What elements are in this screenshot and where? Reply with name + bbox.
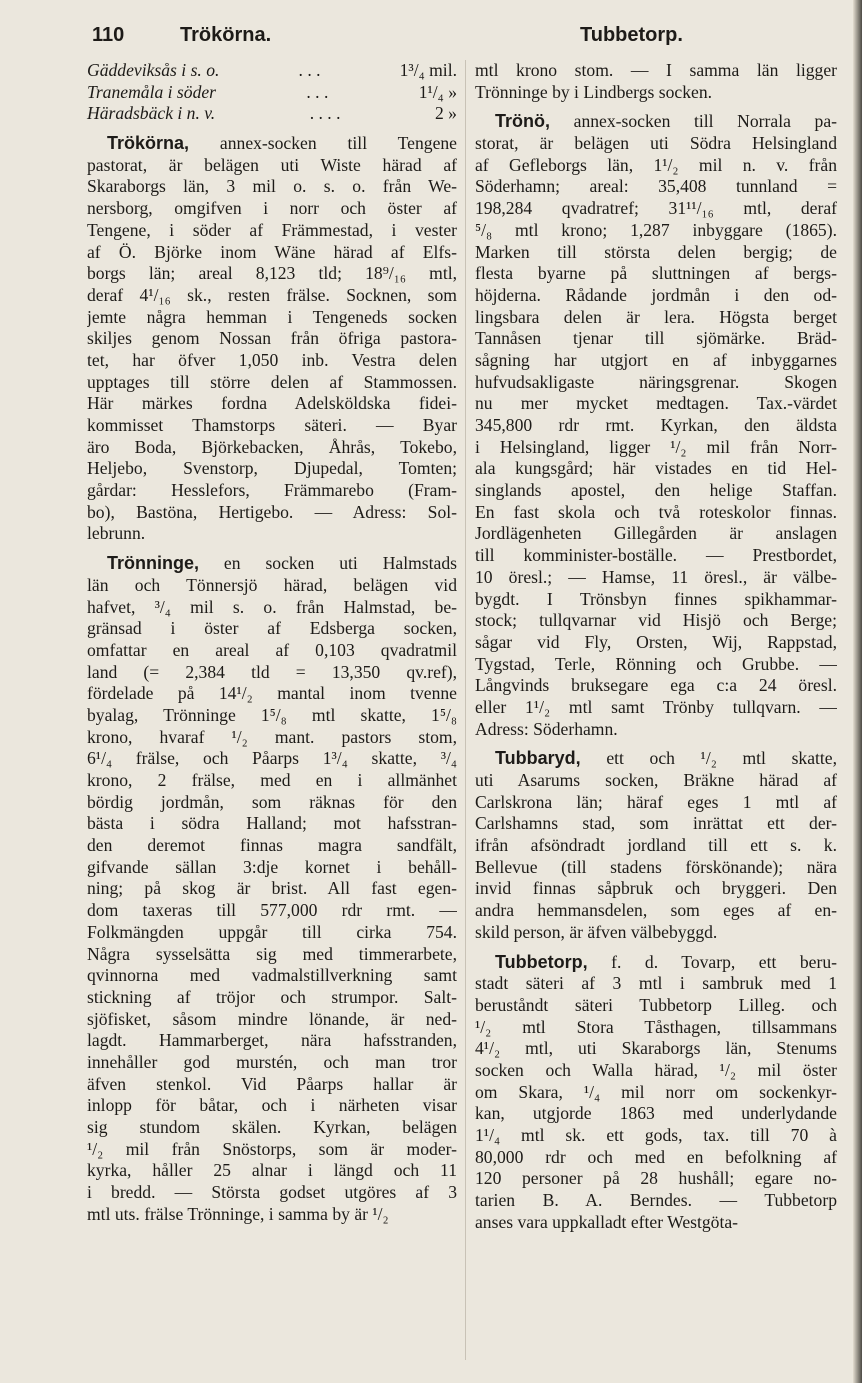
line-text: hufvudsakligaste näringsgrenar. Skogen — [475, 371, 837, 392]
text-line — [475, 792, 837, 814]
text-line — [87, 263, 457, 285]
text-line — [87, 813, 457, 835]
line-text: gränsad i öster af Edsberga socken, — [87, 618, 457, 639]
line-text: annex-socken till Tengene — [219, 133, 457, 154]
text-line — [475, 610, 837, 632]
text-line — [87, 1139, 457, 1161]
text-line — [475, 973, 837, 995]
line-text: bästa i södra Halland; mot hafsstran- — [87, 813, 457, 834]
line-text: kommisset Thamstorps säteri. — Byar — [87, 415, 457, 436]
text-line — [475, 567, 837, 589]
line-text: jemte några hemman i Tengeneds socken — [87, 306, 457, 327]
entry-headword: Trönninge, — [107, 553, 199, 574]
line-text: Tygstad, Terle, Rönning och Grubbe. — — [475, 653, 837, 674]
line-text: upptages till större delen af Stammossen. — [87, 371, 457, 392]
text-line — [87, 987, 457, 1009]
text-line — [87, 523, 457, 545]
text-line — [475, 1060, 837, 1082]
text-line — [87, 705, 457, 727]
text-line — [87, 965, 457, 987]
text-line — [87, 415, 457, 437]
text-line — [87, 328, 457, 350]
line-text: krono, hvaraf ¹/₂ mant. pastors stom, — [87, 726, 457, 747]
continued-text — [475, 60, 837, 103]
text-line — [87, 1095, 457, 1117]
text-line — [87, 835, 457, 857]
line-text: pastorat, är belägen uti Wiste härad af — [87, 154, 457, 175]
text-line — [87, 727, 457, 749]
text-line — [87, 900, 457, 922]
line-text: Bellevue (till stadens förskönande); nära — [475, 856, 837, 877]
text-line — [475, 285, 837, 307]
text-line — [87, 307, 457, 329]
text-line — [87, 575, 457, 597]
distance-dots: . . . — [306, 81, 329, 102]
distance-value: 2 » — [434, 103, 457, 124]
line-text: lagdt. Hammarberget, nära hafsstranden, — [87, 1030, 457, 1051]
text-line — [87, 683, 457, 705]
line-text: sjöfisket, såsom mindre lönande, är ned- — [87, 1008, 457, 1029]
text-line — [475, 1103, 837, 1125]
line-text: dom taxeras till 577,000 rdr rmt. — — [87, 900, 457, 921]
right-column — [475, 60, 837, 1233]
line-text: Folkmängden uppgår till cirka 754. — [87, 921, 457, 942]
entry-tronninge — [87, 553, 457, 1225]
text-line — [475, 393, 837, 415]
text-line — [87, 393, 457, 415]
line-text: 1¹/₄ mtl sk. ett gods, tax. till 70 à — [475, 1125, 837, 1145]
text-line — [475, 1017, 837, 1039]
line-text: ala kungsgård; här vistades en tid Hel- — [475, 458, 837, 479]
line-text: sågar vid Fly, Orsten, Wij, Rappstad, — [475, 631, 837, 652]
text-line — [475, 155, 837, 177]
line-text: Heljebo, Svenstorp, Djupedal, Tomten; — [87, 458, 457, 479]
text-line — [87, 1117, 457, 1139]
line-text: ett och ¹/₂ mtl skatte, — [606, 748, 837, 769]
line-text: i bredd. — Största godset utgöres af 3 — [87, 1182, 457, 1203]
line-text: stock; tullqvarnar vid Hisjö och Berge; — [475, 610, 837, 631]
text-line — [87, 597, 457, 619]
distance-row — [87, 60, 457, 82]
line-text: tarien B. A. Berndes. — Tubbetorp — [475, 1190, 837, 1211]
distance-row — [87, 82, 457, 104]
text-line — [475, 263, 837, 285]
line-text: Tannåsen tjenar till sjömärke. Bräd- — [475, 328, 837, 349]
line-text: Carlshamns stad, som inrättat ett der- — [475, 813, 837, 834]
line-text: inlopp för båtar, och i närheten visar — [87, 1095, 457, 1116]
text-line — [87, 1030, 457, 1052]
text-line — [475, 220, 837, 242]
line-text: ¹/₂ mtl Stora Tåsthagen, tillsammans — [475, 1016, 837, 1037]
line-text: ifrån afsöndradt jordland till ett s. k. — [475, 835, 837, 856]
text-line — [475, 437, 837, 459]
text-line — [475, 922, 837, 944]
text-line — [475, 835, 837, 857]
text-line — [475, 523, 837, 545]
line-text: omfattar en areal af 0,103 qvadratmil — [87, 639, 457, 660]
text-line — [87, 618, 457, 640]
line-text: bo), Bastöna, Hertigebo. — Adress: Sol- — [87, 501, 457, 522]
line-text: nersborg, omgifven i norr och öster af — [87, 198, 457, 219]
line-text: socken och Walla härad, ¹/₂ mil öster — [475, 1059, 837, 1080]
line-text: Trönninge by i Lindbergs socken. — [475, 81, 713, 102]
line-text: lebrunn. — [87, 523, 146, 544]
text-line — [475, 719, 837, 741]
line-text: Skaraborgs län, 3 mil o. s. o. från We- — [87, 176, 457, 197]
running-header — [0, 18, 862, 58]
text-line — [87, 220, 457, 242]
line-text: nu mer mycket medtagen. Tax.-värdet — [475, 393, 837, 414]
line-text: En fast skola och två roteskolor finnas. — [475, 501, 837, 522]
text-line — [87, 176, 457, 198]
text-line — [475, 111, 837, 133]
text-line — [87, 155, 457, 177]
line-text: Marken till största delen bergig; de — [475, 241, 837, 262]
line-text: till komminister-boställe. — Prestbordet, — [475, 545, 837, 566]
text-line — [475, 900, 837, 922]
text-line — [87, 792, 457, 814]
line-text: flesta byarne på sluttningen af bergs- — [475, 263, 837, 284]
line-text: uti Asarums socken, Bräkne härad af — [475, 770, 837, 790]
text-line — [87, 372, 457, 394]
text-line — [475, 350, 837, 372]
text-line — [87, 437, 457, 459]
text-line — [475, 60, 837, 82]
distance-place: Gäddeviksås i s. o. — [87, 60, 220, 80]
line-text: beruståndt säteri Tubbetorp Lilleg. och — [475, 994, 837, 1015]
line-text: i Helsingland, ligger ¹/₂ mil från Norr- — [475, 436, 837, 457]
line-text: 345,800 rdr rmt. Kyrkan, den äldsta — [475, 415, 837, 435]
line-text: fördelade på 14¹/₂ mantal inom tvenne — [87, 683, 457, 704]
text-line — [475, 952, 837, 974]
text-line — [87, 480, 457, 502]
line-text: mtl krono stom. — I samma län ligger — [475, 60, 837, 80]
line-text: 120 personer på 28 hushåll; egare no- — [475, 1168, 837, 1189]
entry-trono — [475, 111, 837, 740]
distance-value: 1¹/₄ » — [418, 81, 457, 102]
distance-dots: . . . . — [309, 103, 341, 124]
text-line — [475, 589, 837, 611]
text-line — [87, 922, 457, 944]
text-line — [475, 878, 837, 900]
text-line — [475, 458, 837, 480]
text-line — [87, 748, 457, 770]
text-line — [87, 944, 457, 966]
text-line — [475, 1212, 837, 1234]
left-running-title: Trökörna. — [180, 24, 272, 46]
text-line — [475, 415, 837, 437]
entry-trokorna — [87, 133, 457, 545]
page-number: 110 — [92, 24, 125, 46]
text-line — [87, 1052, 457, 1074]
line-text: skiljes genom Nossan från öfriga pastora- — [87, 328, 457, 349]
text-line — [87, 1182, 457, 1204]
text-line — [87, 640, 457, 662]
line-text: gårdar: Hesslefors, Främmarebo (Fram- — [87, 480, 457, 501]
line-text: 4¹/₂ mtl, uti Skaraborgs län, Stenums — [475, 1038, 837, 1059]
text-line — [475, 328, 837, 350]
text-line — [475, 176, 837, 198]
left-column — [87, 60, 457, 1225]
text-line — [87, 285, 457, 307]
line-text: äro Boda, Björkebacken, Åhrås, Tokebo, — [87, 436, 457, 457]
line-text: bygdt. I Trönsbyn finnes spikhammar- — [475, 588, 837, 609]
text-line — [87, 1160, 457, 1182]
page-edge-shadow — [853, 0, 862, 1383]
line-text: eller 1¹/₂ mtl samt Trönby tullqvarn. — — [475, 696, 837, 717]
line-text: singlands apostel, den helige Staffan. — [475, 480, 837, 501]
text-line — [87, 662, 457, 684]
line-text: storat, är belägen uti Södra Helsingland — [475, 133, 837, 154]
text-line — [475, 1038, 837, 1060]
line-text: kan, utgjorde 1863 med underlydande — [475, 1103, 837, 1124]
line-text: deraf 4¹/₁₆ sk., resten frälse. Socknen, som — [87, 284, 457, 305]
text-line — [475, 133, 837, 155]
line-text: äfven stenkol. Vid Påarps hallar är — [87, 1073, 457, 1094]
distance-row — [87, 103, 457, 125]
text-line — [475, 480, 837, 502]
distance-value: 1³/₄ mil. — [399, 60, 457, 80]
distance-dots: . . . — [298, 60, 321, 80]
text-line — [475, 1125, 837, 1147]
text-line — [475, 1168, 837, 1190]
text-line — [87, 198, 457, 220]
text-line — [87, 857, 457, 879]
line-text: Adress: Söderhamn. — [475, 718, 618, 739]
line-text: hafvet, ³/₄ mil s. o. från Halmstad, be- — [87, 596, 457, 617]
line-text: land (= 2,384 tld = 13,350 qv.ref), — [87, 661, 457, 682]
line-text: borgs län; areal 8,123 tld; 18⁹/₁₆ mtl, — [87, 263, 457, 284]
text-line — [475, 857, 837, 879]
line-text: anses vara uppkalladt efter Westgöta- — [475, 1211, 739, 1232]
text-line — [475, 242, 837, 264]
text-line — [475, 82, 837, 104]
line-text: sig stundom skälen. Kyrkan, belägen — [87, 1117, 457, 1138]
line-text: om Skara, ¹/₄ mil norr om sockenkyr- — [475, 1081, 837, 1102]
line-text: kyrka, håller 25 alnar i längd och 11 — [87, 1160, 457, 1181]
line-text: 6¹/₄ frälse, och Påarps 1³/₄ skatte, ³/₄ — [87, 748, 457, 769]
line-text: ⁵/₈ mtl krono; 1,287 inbyggare (1865). — [475, 219, 837, 240]
line-text: Några sysselsätta sig med timmerarbete, — [87, 943, 457, 964]
line-text: den deremot finnas magra sandfält, — [87, 835, 457, 856]
line-text: annex-socken till Norrala pa- — [573, 111, 837, 132]
line-text: sågning har utgjort en af inbyggarnes — [475, 349, 837, 370]
text-line — [475, 770, 837, 792]
text-line — [87, 770, 457, 792]
text-line — [475, 1147, 837, 1169]
text-line — [475, 1190, 837, 1212]
line-text: ¹/₂ mil från Snöstorps, som är moder- — [87, 1138, 457, 1159]
line-text: skild person, är äfven välbebyggd. — [475, 921, 718, 942]
text-line — [475, 545, 837, 567]
entry-headword: Trökörna, — [107, 133, 190, 154]
line-text: lingsbara delen är lera. Högsta berget — [475, 306, 837, 327]
line-text: 198,284 qvadratref; 31¹¹/₁₆ mtl, deraf — [475, 198, 837, 219]
distance-list — [87, 60, 457, 125]
text-line — [87, 878, 457, 900]
line-text: höjderna. Rådande jordmån i den od- — [475, 284, 837, 305]
line-text: qvinnorna med vadmalstillverkning samt — [87, 965, 457, 986]
text-line — [87, 458, 457, 480]
line-text: andra hemmansdelen, som eges af en- — [475, 900, 837, 921]
entry-headword: Trönö, — [495, 111, 550, 132]
line-text: stadt säteri af 3 mtl i sambruk med 1 — [475, 973, 837, 994]
line-text: invid finnas såpbruk och bryggeri. Den — [475, 878, 837, 899]
text-line — [475, 675, 837, 697]
entry-headword: Tubbaryd, — [495, 748, 581, 769]
entry-tubbetorp — [475, 952, 837, 1234]
distance-place: Tranemåla i söder — [87, 81, 217, 102]
line-text: innehåller god murstén, och man tror — [87, 1051, 457, 1072]
line-text: Långvinds bruksegare ega c:a 24 öresl. — [475, 675, 837, 696]
line-text: gifvande sällan 3:dje kornet i behåll- — [87, 856, 457, 877]
text-line — [475, 813, 837, 835]
line-text: 80,000 rdr och med en befolkning af — [475, 1146, 837, 1167]
entry-tubbaryd — [475, 748, 837, 943]
line-text: län och Tönnersjö härad, belägen vid — [87, 574, 457, 595]
text-line — [475, 748, 837, 770]
entry-headword: Tubbetorp, — [495, 951, 588, 972]
text-line — [475, 502, 837, 524]
text-line — [475, 632, 837, 654]
line-text: bördig jordmån, som räknas för den — [87, 791, 457, 812]
line-text: mtl uts. frälse Trönninge, i samma by är ¹/₂ — [87, 1203, 389, 1224]
line-text: af Gefleborgs län, 1¹/₂ mil n. v. från — [475, 154, 837, 175]
line-text: Carlskrona län; häraf eges 1 mtl af — [475, 791, 837, 812]
line-text: f. d. Tovarp, ett beru- — [611, 951, 837, 972]
line-text: Här märkes fordna Adelsköldska fidei- — [87, 393, 457, 414]
line-text: en socken uti Halmstads — [223, 553, 457, 574]
line-text: tet, har öfver 1,050 inb. Vestra delen — [87, 349, 457, 370]
line-text: af Ö. Björke inom Wäne härad af Elfs- — [87, 241, 457, 262]
distance-place: Häradsbäck i n. v. — [87, 103, 216, 124]
text-line — [475, 1082, 837, 1104]
column-divider — [465, 60, 466, 1360]
text-line — [87, 502, 457, 524]
text-line — [87, 242, 457, 264]
line-text: krono, 2 frälse, med en i allmänhet — [87, 770, 457, 791]
text-line — [87, 133, 457, 155]
right-running-title: Tubbetorp. — [580, 24, 683, 46]
text-line — [87, 553, 457, 575]
text-line — [475, 995, 837, 1017]
text-line — [475, 372, 837, 394]
text-line — [475, 307, 837, 329]
line-text: 10 öresl.; — Hamse, 11 öresl., är välbe- — [475, 566, 837, 587]
line-text: ning; på skog är brist. All fast egen- — [87, 878, 457, 899]
line-text: stickning af tröjor och strumpor. Salt- — [87, 986, 457, 1007]
text-line — [475, 697, 837, 719]
text-line — [475, 654, 837, 676]
line-text: Tengene, i söder af Främmestad, i vester — [87, 219, 457, 240]
text-line — [87, 1074, 457, 1096]
text-line — [475, 198, 837, 220]
line-text: byalag, Trönninge 1⁵/₈ mtl skatte, 1⁵/₈ — [87, 704, 457, 725]
line-text: Jordlägenheten Gillegården är anslagen — [475, 523, 837, 544]
text-line — [87, 1009, 457, 1031]
line-text: Söderhamn; areal: 35,408 tunnland = — [475, 176, 837, 197]
text-line — [87, 350, 457, 372]
text-line — [87, 1204, 457, 1226]
